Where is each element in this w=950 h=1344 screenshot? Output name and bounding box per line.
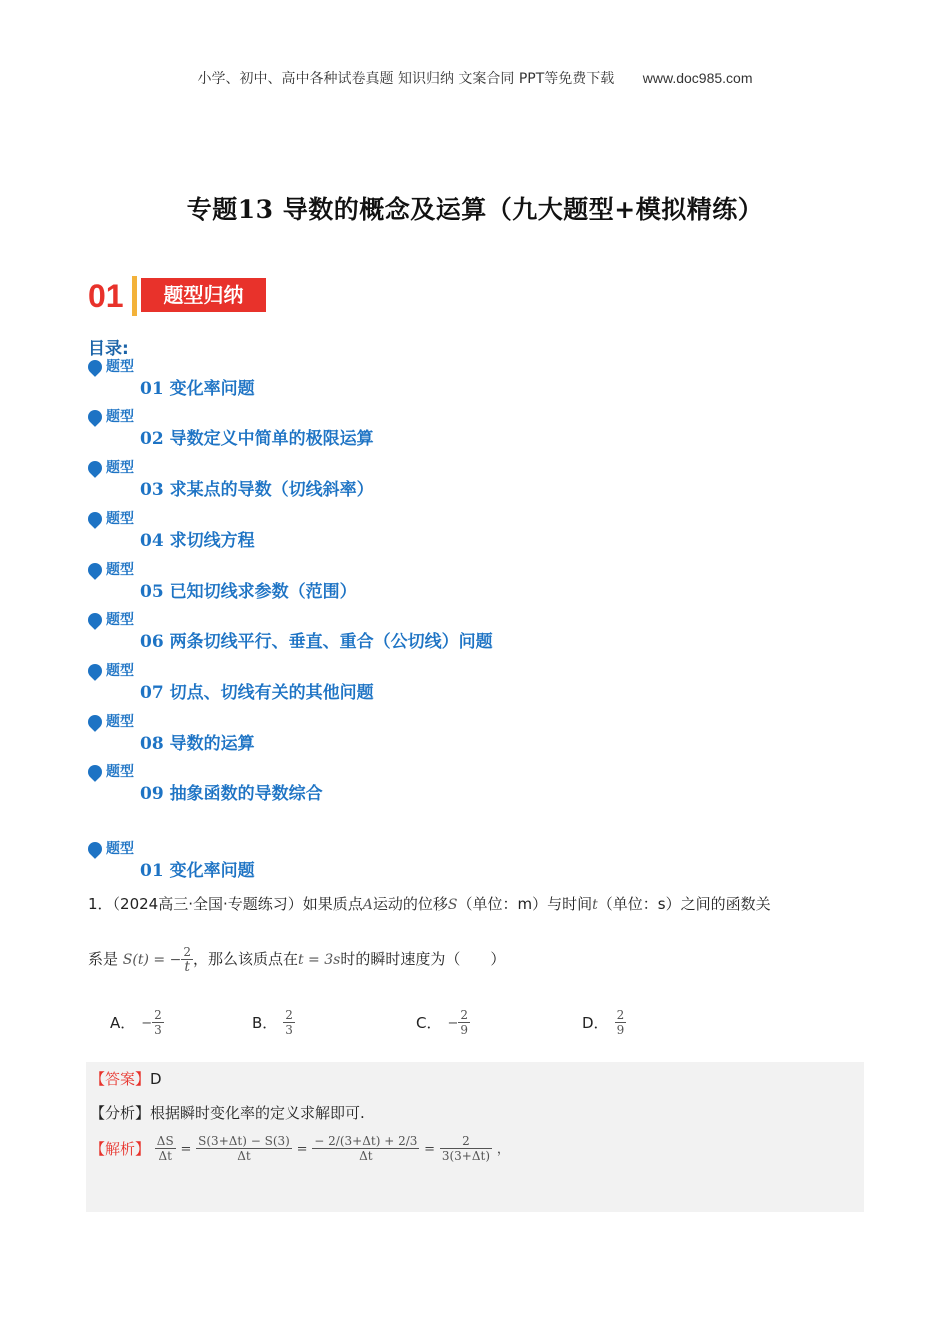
solution-row: 【解析】 $\frac{\Delta S}{\Delta t}$ = $\frac{S(3+\Delta t) - S(3)}{\Delta t}$ = $\frac{- 2/(3+\Delta t) + 2/3}{\Delta t}$ = $\frac{2}{3(3+\Delta t)}$ ， xyxy=(90,1134,510,1163)
question-line-1: 1．（2024高三·全国·专题练习）如果质点A运动的位移S（单位：m）与时间t（单位：s）之间的函数关 xyxy=(88,895,771,913)
location-pin-icon xyxy=(85,407,105,427)
section-number: 01 xyxy=(88,278,124,314)
solution-fraction-1: $\frac{\Delta S}{\Delta t}$ xyxy=(156,1134,174,1163)
option-b[interactable]: B． $\frac{2}{3}$ xyxy=(252,1008,293,1037)
option-c[interactable]: C． − $\frac{2}{9}$ xyxy=(416,1008,469,1037)
location-pin-icon xyxy=(85,661,105,681)
toc-item-text: 01 变化率问题 xyxy=(140,379,255,399)
toc-pin-label: 题型 xyxy=(106,714,134,730)
location-pin-icon xyxy=(85,839,105,859)
location-pin-icon xyxy=(85,560,105,580)
toc-item-text: 09 抽象函数的导数综合 xyxy=(140,784,323,804)
page-header xyxy=(0,68,950,88)
analysis-row: 【分析】根据瞬时变化率的定义求解即可. xyxy=(90,1104,365,1122)
toc-item-text: 07 切点、切线有关的其他问题 xyxy=(140,683,374,703)
answer-panel xyxy=(86,1062,864,1212)
toc-item-text: 06 两条切线平行、垂直、重合（公切线）问题 xyxy=(140,632,493,652)
subsection-text: 01 变化率问题 xyxy=(140,861,255,881)
location-pin-icon xyxy=(85,357,105,377)
var-S: S xyxy=(447,897,458,913)
toc-heading: 目录: xyxy=(88,339,129,359)
var-t: t xyxy=(592,897,598,913)
section-label: 题型归纳 xyxy=(141,278,266,312)
function-fraction: $\frac{2}{t}$ xyxy=(183,945,191,975)
toc-pin-label: 题型 xyxy=(106,663,134,679)
toc-item-04[interactable] xyxy=(88,512,788,552)
header-site-link[interactable]: www.doc985.com xyxy=(642,70,753,86)
section-divider-bar xyxy=(132,276,137,316)
toc-item-text: 03 求某点的导数（切线斜率） xyxy=(140,480,374,500)
toc-pin-label: 题型 xyxy=(106,409,134,425)
answer-value: D xyxy=(150,1070,162,1088)
location-pin-icon xyxy=(85,762,105,782)
location-pin-icon xyxy=(85,509,105,529)
toc-item-01[interactable] xyxy=(88,360,788,400)
toc-item-02[interactable] xyxy=(88,410,788,450)
document-title: 专题13 导数的概念及运算（九大题型+模拟精练） xyxy=(186,195,764,224)
solution-fraction-2: $\frac{S(3+\Delta t) - S(3)}{\Delta t}$ xyxy=(198,1134,290,1163)
toc-pin-label: 题型 xyxy=(106,460,134,476)
option-d[interactable]: D． $\frac{2}{9}$ xyxy=(582,1008,625,1037)
toc-pin-label: 题型 xyxy=(106,764,134,780)
time-value: t = 3s xyxy=(297,952,341,968)
subsection-heading xyxy=(88,842,788,882)
answer-options xyxy=(110,1008,810,1048)
toc-item-08[interactable] xyxy=(88,715,788,755)
header-text: 小学、初中、高中各种试卷真题 知识归纳 文案合同 PPT等免费下载 xyxy=(197,71,615,87)
toc-pin-label: 题型 xyxy=(106,511,134,527)
location-pin-icon xyxy=(85,458,105,478)
toc-item-09[interactable] xyxy=(88,765,788,805)
subsection-pin-label: 题型 xyxy=(106,841,134,857)
toc-item-text: 05 已知切线求参数（范围） xyxy=(140,582,357,602)
toc-item-text: 08 导数的运算 xyxy=(140,734,255,754)
toc-pin-label: 题型 xyxy=(106,562,134,578)
toc-pin-label: 题型 xyxy=(106,612,134,628)
location-pin-icon xyxy=(85,712,105,732)
option-a[interactable]: A． − $\frac{2}{3}$ xyxy=(110,1008,162,1037)
toc-item-text: 04 求切线方程 xyxy=(140,531,255,551)
question-line-2: 系是 S(t) = − $\frac{2}{t}$ ，那么该质点在t = 3s时的瞬时速度为（ ） xyxy=(88,945,506,975)
function-lhs: S(t) = − xyxy=(122,952,182,968)
toc-item-text: 02 导数定义中简单的极限运算 xyxy=(140,429,374,449)
location-pin-icon xyxy=(85,610,105,630)
toc-item-03[interactable] xyxy=(88,461,788,501)
toc-item-07[interactable] xyxy=(88,664,788,704)
toc-item-06[interactable] xyxy=(88,613,788,653)
toc-pin-label: 题型 xyxy=(106,359,134,375)
var-A: A xyxy=(362,897,373,913)
solution-fraction-4: $\frac{2}{3(3+\Delta t)}$ xyxy=(441,1134,491,1163)
answer-row: 【答案】D xyxy=(90,1070,162,1088)
toc-item-05[interactable] xyxy=(88,563,788,603)
solution-fraction-3: $\frac{- 2/(3+\Delta t) + 2/3}{\Delta t}$ xyxy=(314,1134,418,1163)
